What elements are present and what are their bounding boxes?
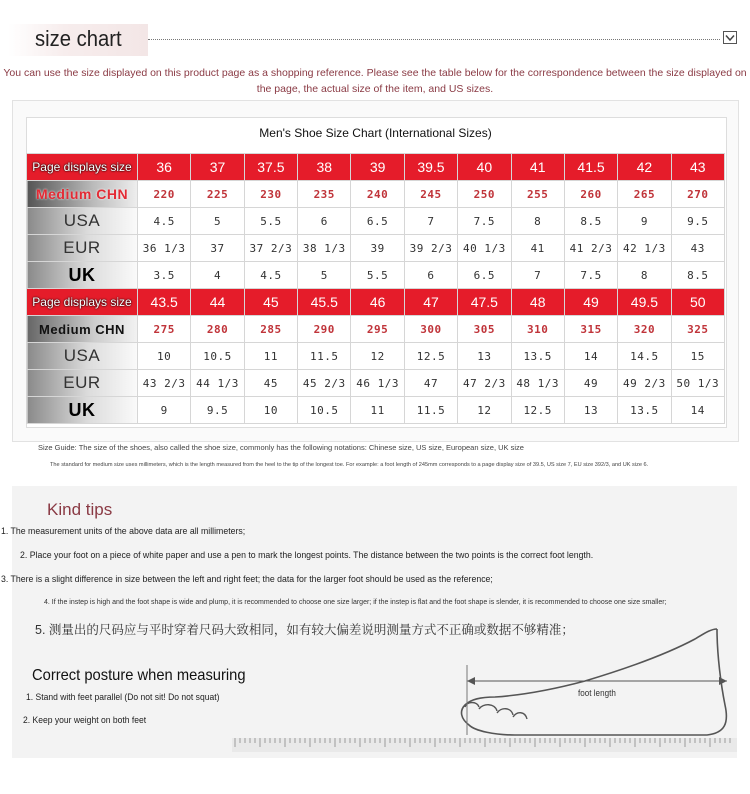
size-cell: 9 bbox=[138, 397, 191, 424]
size-cell: 41 bbox=[511, 235, 564, 262]
size-row bbox=[27, 370, 725, 397]
size-cell: 310 bbox=[511, 316, 564, 343]
kind-tips-title: Kind tips bbox=[47, 500, 113, 519]
row-label: USA bbox=[27, 343, 138, 370]
size-cell: 15 bbox=[671, 343, 724, 370]
size-cell: 45 2/3 bbox=[298, 370, 351, 397]
size-cell: 255 bbox=[511, 181, 564, 208]
size-cell: 275 bbox=[138, 316, 191, 343]
size-cell: 4.5 bbox=[244, 262, 297, 289]
size-cell: 9.5 bbox=[671, 208, 724, 235]
size-cell: 5.5 bbox=[351, 262, 404, 289]
size-cell: 270 bbox=[671, 181, 724, 208]
size-cell: 10.5 bbox=[298, 397, 351, 424]
size-guide-text: Size Guide: The size of the shoes, also called the shoe size, commonly has the following notations: Chinese size, US size, European size, UK size bbox=[38, 443, 524, 452]
size-cell: 37 2/3 bbox=[244, 235, 297, 262]
size-cell: 8 bbox=[511, 208, 564, 235]
size-cell: 260 bbox=[564, 181, 617, 208]
size-cell: 6.5 bbox=[351, 208, 404, 235]
size-row bbox=[27, 181, 725, 208]
size-cell: 280 bbox=[191, 316, 244, 343]
size-cell: 11 bbox=[351, 397, 404, 424]
size-cell: 8 bbox=[618, 262, 671, 289]
size-cell: 285 bbox=[244, 316, 297, 343]
size-cell: 235 bbox=[298, 181, 351, 208]
size-cell: 300 bbox=[404, 316, 457, 343]
size-cell: 49 2/3 bbox=[618, 370, 671, 397]
size-cell: 50 1/3 bbox=[671, 370, 724, 397]
chart-title: Men's Shoe Size Chart (International Sizes) bbox=[259, 126, 492, 140]
size-cell: 44 bbox=[191, 289, 244, 316]
row-label: UK bbox=[27, 397, 138, 424]
ruler-illustration bbox=[232, 738, 737, 752]
page-title: size chart bbox=[35, 26, 122, 51]
size-cell: 6 bbox=[404, 262, 457, 289]
size-cell: 4 bbox=[191, 262, 244, 289]
size-cell: 49 bbox=[564, 289, 617, 316]
size-table bbox=[26, 153, 725, 424]
size-cell: 43 bbox=[671, 235, 724, 262]
size-cell: 46 1/3 bbox=[351, 370, 404, 397]
size-cell: 11.5 bbox=[298, 343, 351, 370]
size-cell: 13 bbox=[458, 343, 511, 370]
size-cell: 295 bbox=[351, 316, 404, 343]
size-cell: 240 bbox=[351, 181, 404, 208]
size-cell: 12 bbox=[351, 343, 404, 370]
size-cell: 10 bbox=[244, 397, 297, 424]
size-cell: 42 bbox=[618, 154, 671, 181]
size-cell: 39 2/3 bbox=[404, 235, 457, 262]
size-cell: 230 bbox=[244, 181, 297, 208]
size-cell: 14 bbox=[671, 397, 724, 424]
size-row bbox=[27, 262, 725, 289]
size-cell: 10 bbox=[138, 343, 191, 370]
size-cell: 8.5 bbox=[564, 208, 617, 235]
size-cell: 38 bbox=[298, 154, 351, 181]
size-cell: 41.5 bbox=[564, 154, 617, 181]
size-cell: 10.5 bbox=[191, 343, 244, 370]
row-label: Page displays size bbox=[27, 289, 138, 316]
size-cell: 12.5 bbox=[511, 397, 564, 424]
size-row bbox=[27, 397, 725, 424]
size-cell: 9 bbox=[618, 208, 671, 235]
size-cell: 36 1/3 bbox=[138, 235, 191, 262]
size-cell: 250 bbox=[458, 181, 511, 208]
row-label: Medium CHN bbox=[27, 181, 138, 208]
size-row bbox=[27, 316, 725, 343]
chevron-down-icon bbox=[725, 34, 735, 42]
tip-1: 1. The measurement units of the above data are all millimeters; bbox=[1, 526, 246, 537]
size-row bbox=[27, 208, 725, 235]
size-cell: 47 bbox=[404, 289, 457, 316]
size-cell: 13.5 bbox=[511, 343, 564, 370]
size-cell: 11 bbox=[244, 343, 297, 370]
size-cell: 5 bbox=[298, 262, 351, 289]
size-cell: 38 1/3 bbox=[298, 235, 351, 262]
size-cell: 39 bbox=[351, 235, 404, 262]
size-cell: 41 bbox=[511, 154, 564, 181]
size-cell: 8.5 bbox=[671, 262, 724, 289]
size-cell: 12.5 bbox=[404, 343, 457, 370]
size-cell: 49 bbox=[564, 370, 617, 397]
row-label: Medium CHN bbox=[27, 316, 138, 343]
size-cell: 46 bbox=[351, 289, 404, 316]
size-cell: 45.5 bbox=[298, 289, 351, 316]
standard-note-text: The standard for medium size uses millimeters, which is the length measured from the heel to the tip of the longest toe. For example: a foot length of 245mm corresponds to a page display size of 39.5, US size 7, EU size 392/3, and UK size 6. bbox=[50, 462, 649, 468]
size-cell: 14 bbox=[564, 343, 617, 370]
size-cell: 265 bbox=[618, 181, 671, 208]
size-cell: 6.5 bbox=[458, 262, 511, 289]
size-cell: 320 bbox=[618, 316, 671, 343]
size-cell: 40 bbox=[458, 154, 511, 181]
size-cell: 6 bbox=[298, 208, 351, 235]
size-cell: 225 bbox=[191, 181, 244, 208]
row-label: UK bbox=[27, 262, 138, 289]
size-cell: 37 bbox=[191, 235, 244, 262]
size-cell: 3.5 bbox=[138, 262, 191, 289]
size-cell: 5.5 bbox=[244, 208, 297, 235]
row-label: EUR bbox=[27, 370, 138, 397]
size-cell: 11.5 bbox=[404, 397, 457, 424]
size-cell: 40 1/3 bbox=[458, 235, 511, 262]
size-cell: 9.5 bbox=[191, 397, 244, 424]
posture-item-1: 1. Stand with feet parallel (Do not sit! Do not squat) bbox=[26, 692, 220, 703]
size-row bbox=[27, 235, 725, 262]
size-cell: 315 bbox=[564, 316, 617, 343]
row-label: EUR bbox=[27, 235, 138, 262]
size-cell: 7 bbox=[404, 208, 457, 235]
size-cell: 47.5 bbox=[458, 289, 511, 316]
intro-text: You can use the size displayed on this product page as a shopping reference. Please see the table below for the correspondence between the size displayed on the page, the actual size of the item, and US sizes. bbox=[3, 67, 747, 95]
size-cell: 43 2/3 bbox=[138, 370, 191, 397]
size-cell: 305 bbox=[458, 316, 511, 343]
size-cell: 13.5 bbox=[618, 397, 671, 424]
row-label: Page displays size bbox=[27, 154, 138, 181]
size-cell: 41 2/3 bbox=[564, 235, 617, 262]
size-cell: 42 1/3 bbox=[618, 235, 671, 262]
size-cell: 39.5 bbox=[404, 154, 457, 181]
size-cell: 4.5 bbox=[138, 208, 191, 235]
size-cell: 50 bbox=[671, 289, 724, 316]
size-row bbox=[27, 343, 725, 370]
size-cell: 290 bbox=[298, 316, 351, 343]
foot-illustration bbox=[455, 625, 735, 743]
tip-5: 5. 测量出的尺码应与平时穿着尺码大致相同，如有较大偏差说明测量方式不正确或数据不够精准； bbox=[35, 623, 574, 637]
size-cell: 44 1/3 bbox=[191, 370, 244, 397]
size-cell: 39 bbox=[351, 154, 404, 181]
size-cell: 37.5 bbox=[244, 154, 297, 181]
size-cell: 7 bbox=[511, 262, 564, 289]
size-cell: 49.5 bbox=[618, 289, 671, 316]
size-cell: 245 bbox=[404, 181, 457, 208]
size-cell: 48 bbox=[511, 289, 564, 316]
posture-title: Correct posture when measuring bbox=[32, 667, 246, 684]
foot-length-label: foot length bbox=[578, 688, 616, 698]
size-cell: 14.5 bbox=[618, 343, 671, 370]
tip-3: 3. There is a slight difference in size between the left and right feet; the data for the larger foot should be used as the reference; bbox=[1, 574, 493, 585]
size-cell: 325 bbox=[671, 316, 724, 343]
size-cell: 47 bbox=[404, 370, 457, 397]
size-cell: 13 bbox=[564, 397, 617, 424]
size-cell: 5 bbox=[191, 208, 244, 235]
size-cell: 43 bbox=[671, 154, 724, 181]
size-cell: 48 1/3 bbox=[511, 370, 564, 397]
posture-item-2: 2. Keep your weight on both feet bbox=[23, 715, 147, 726]
size-cell: 37 bbox=[191, 154, 244, 181]
size-row bbox=[27, 154, 725, 181]
size-cell: 7.5 bbox=[564, 262, 617, 289]
size-cell: 47 2/3 bbox=[458, 370, 511, 397]
size-cell: 45 bbox=[244, 289, 297, 316]
size-cell: 7.5 bbox=[458, 208, 511, 235]
row-label: USA bbox=[27, 208, 138, 235]
dropdown-toggle[interactable] bbox=[723, 31, 737, 44]
header bbox=[0, 0, 750, 58]
size-cell: 12 bbox=[458, 397, 511, 424]
dotted-divider bbox=[148, 39, 720, 40]
size-cell: 36 bbox=[138, 154, 191, 181]
size-row bbox=[27, 289, 725, 316]
size-cell: 43.5 bbox=[138, 289, 191, 316]
tip-4: 4. If the instep is high and the foot shape is wide and plump, it is recommended to choose one size larger; if the instep is flat and the foot shape is slender, it is recommended to choose one size smaller; bbox=[44, 599, 667, 606]
size-cell: 45 bbox=[244, 370, 297, 397]
size-cell: 220 bbox=[138, 181, 191, 208]
tip-2: 2. Place your foot on a piece of white paper and use a pen to mark the longest points. The distance between the two points is the correct foot length. bbox=[20, 550, 594, 561]
